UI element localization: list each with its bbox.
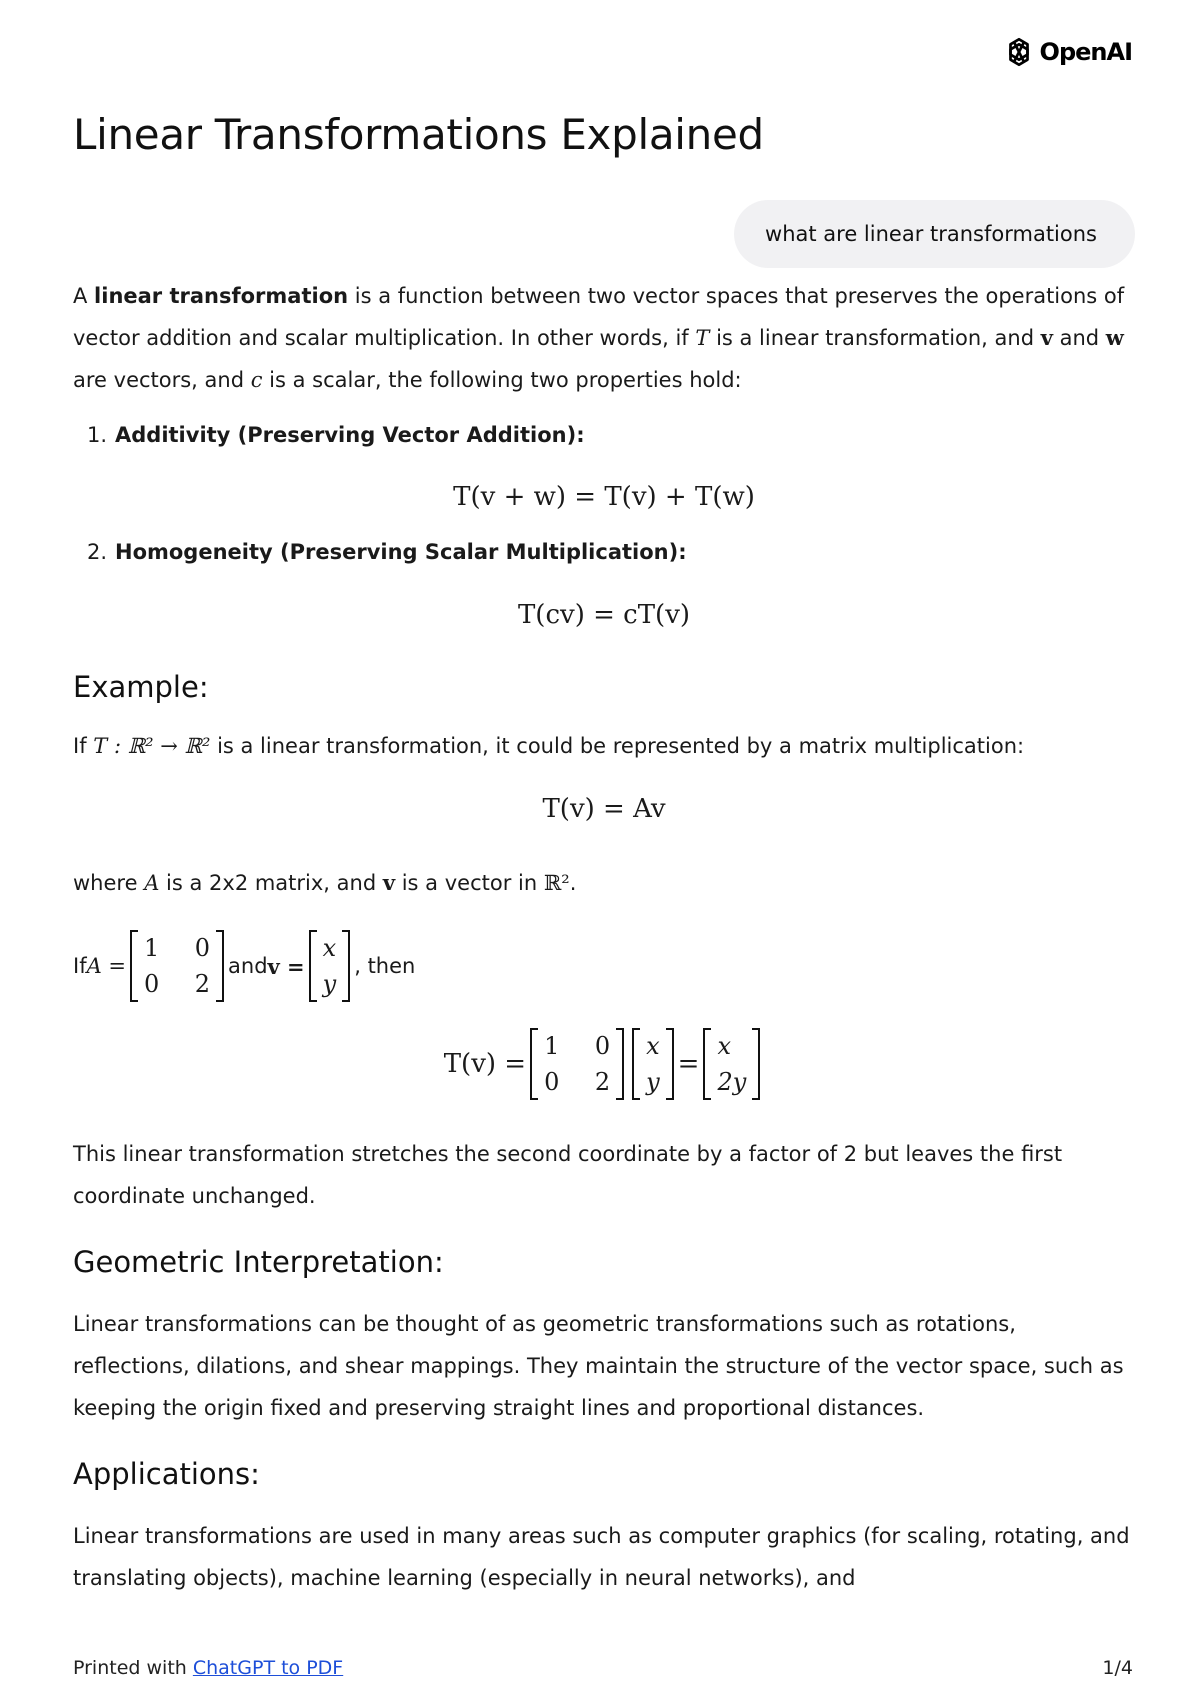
example-line-3: If A = 1 0 0 2 and v = x y , then	[73, 930, 415, 1002]
example-line-2: where A is a 2x2 matrix, and v is a vector in ℝ².	[73, 870, 577, 895]
vector-v: x y	[309, 930, 351, 1002]
vector-v-product: x y	[632, 1028, 674, 1100]
vector-result: x 2y	[703, 1028, 760, 1100]
equation-matrix-product: T(v) = 1 0 0 2 x y = x 2y	[73, 1028, 1135, 1100]
example-heading: Example:	[73, 670, 209, 704]
property-additivity: 1. Additivity (Preserving Vector Addition):	[86, 423, 585, 447]
equation-additivity: T(v + w) = T(v) + T(w)	[453, 482, 755, 512]
matrix-a-product: 1 0 0 2	[530, 1028, 624, 1100]
equation-homogeneity: T(cv) = cT(v)	[517, 600, 691, 630]
geometric-heading: Geometric Interpretation:	[73, 1245, 444, 1279]
example-conclusion: This linear transformation stretches the second coordinate by a factor of 2 but leaves the first coordinate unchanged.	[73, 1142, 1063, 1208]
footer-printed-with: Printed with ChatGPT to PDF	[73, 1657, 344, 1679]
chatgpt-to-pdf-link[interactable]: ChatGPT to PDF	[192, 1657, 344, 1679]
applications-heading: Applications:	[73, 1457, 260, 1491]
intro-paragraph: A linear transformation is a function between two vector spaces that preserves the operations of vector addition and scalar multiplication. In other words, if T is a linear transformation, and v and w are vectors, and c is a scalar, the following two properties hold:	[73, 284, 1125, 392]
page-title: Linear Transformations Explained	[73, 110, 764, 159]
geometric-paragraph: Linear transformations can be thought of as geometric transformations such as rotations, reflections, dilations, and shear mappings. They maintain the structure of the vector space, such as keeping the origin fixed and preserving straight lines and proportional distances.	[73, 1312, 1124, 1420]
property-homogeneity: 2. Homogeneity (Preserving Scalar Multiplication):	[86, 540, 687, 564]
equation-tv-av: T(v) = Av	[542, 794, 666, 824]
example-line-1: If T : ℝ² → ℝ² is a linear transformation, it could be represented by a matrix multiplication:	[73, 734, 1025, 758]
openai-logo	[1002, 35, 1132, 69]
brand-name: OpenAI	[1039, 38, 1132, 66]
matrix-a: 1 0 0 2	[130, 930, 224, 1002]
page-number: 1/4	[1102, 1657, 1133, 1679]
openai-knot-icon	[1002, 35, 1036, 69]
applications-paragraph: Linear transformations are used in many areas such as computer graphics (for scaling, rotating, and translating objects), machine learning (especially in neural networks), and	[73, 1524, 1130, 1590]
user-message-bubble: what are linear transformations	[734, 200, 1135, 268]
